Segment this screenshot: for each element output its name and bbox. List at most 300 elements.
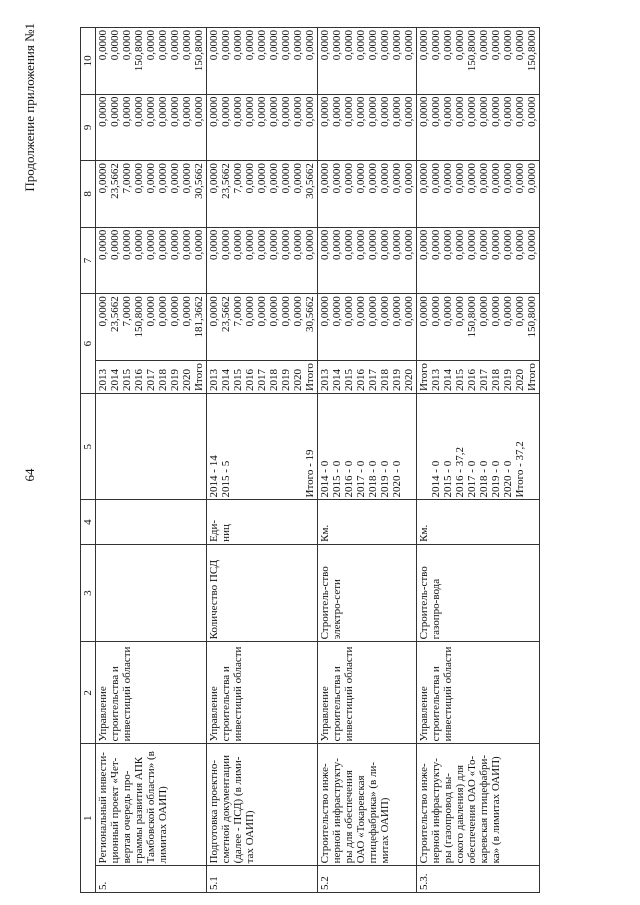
target-values-item: 2014 - 0	[319, 460, 331, 498]
local-funding-item: 0,0000	[454, 96, 466, 127]
total-funding-item: 0,0000	[442, 296, 454, 327]
total-funding-item: 0,0000	[331, 296, 343, 327]
target-values-item: 2015 - 0	[442, 460, 454, 498]
local-funding-item: 0,0000	[169, 96, 181, 127]
regional-funding-item: 0,0000	[244, 163, 256, 194]
years-list-item: Итого	[304, 363, 316, 392]
local-funding-item: 0,0000	[232, 96, 244, 127]
total-funding-item: 0,0000	[430, 296, 442, 327]
other-funding-item: 150,8000	[193, 30, 205, 72]
regional-funding-item: 0,0000	[430, 163, 442, 194]
other-funding-item: 0,0000	[304, 30, 316, 61]
federal-funding-item: 0,0000	[418, 229, 430, 260]
total-funding-item: 0,0000	[244, 296, 256, 327]
other-funding-item: 0,0000	[208, 30, 220, 61]
local-funding-item: 0,0000	[526, 96, 538, 127]
federal-funding-item: 0,0000	[466, 229, 478, 260]
local-funding-item: 0,0000	[244, 96, 256, 127]
total-funding-item: 0,0000	[343, 296, 355, 327]
executor: Управление строительства и инвестиций области	[318, 642, 417, 744]
other-funding	[318, 28, 417, 95]
total-funding-item: 0,0000	[454, 296, 466, 327]
local-funding-item: 0,0000	[442, 96, 454, 127]
total-funding-item: 0,0000	[379, 296, 391, 327]
total-funding-item: 7,0000	[232, 296, 244, 327]
local-funding-item: 0,0000	[502, 96, 514, 127]
local-funding-item: 0,0000	[403, 96, 415, 127]
column-header-2: 2	[81, 642, 96, 744]
total-funding-item: 7,0000	[121, 296, 133, 327]
program-table	[80, 27, 540, 893]
unit	[96, 500, 207, 544]
target-values-item	[292, 396, 304, 497]
other-funding-item: 0,0000	[292, 30, 304, 61]
years-list-item: 2019	[391, 369, 403, 392]
regional-funding-item: 7,0000	[232, 163, 244, 194]
target-values-item: 2018 - 0	[478, 460, 490, 498]
regional-funding-item: 0,0000	[97, 163, 109, 194]
column-header-7: 7	[81, 227, 96, 294]
target-values-item: 2020 - 0	[502, 460, 514, 498]
row-number: 5.1	[207, 866, 318, 893]
measure-name: Подготовка проектно-сметной документации (далее - ПСД) (в лими-тах ОАИП)	[207, 744, 318, 866]
other-funding-item: 0,0000	[403, 30, 415, 61]
federal-funding-item: 0,0000	[319, 229, 331, 260]
regional-funding-item: 0,0000	[169, 163, 181, 194]
regional-funding-item: 0,0000	[157, 163, 169, 194]
other-funding-item: 0,0000	[331, 30, 343, 61]
years-list-item: 2020	[403, 369, 415, 392]
other-funding-item: 0,0000	[478, 30, 490, 61]
years-list-item: 2016	[244, 369, 256, 392]
column-header-3: 3	[81, 544, 96, 642]
regional-funding-item: 0,0000	[133, 163, 145, 194]
measure-name: Строительство инже-нерной инфраструкту-ры (газопровод вы-сокого давления) для обеспечения ОАО «То-каревская птицефабри-ка» (в лимитах ОАИП)	[417, 744, 540, 866]
local-funding-item: 0,0000	[304, 96, 316, 127]
regional-funding-item: 0,0000	[280, 163, 292, 194]
local-funding-item: 0,0000	[145, 96, 157, 127]
total-funding-item: 0,0000	[181, 296, 193, 327]
other-funding-item: 0,0000	[157, 30, 169, 61]
regional-funding-item: 0,0000	[268, 163, 280, 194]
indicator: Строитель-ство газопро-вода	[417, 544, 540, 642]
other-funding-item: 0,0000	[343, 30, 355, 61]
federal-funding-item: 0,0000	[157, 229, 169, 260]
indicator: Количество ПСД	[207, 544, 318, 642]
total-funding	[417, 294, 540, 361]
other-funding-item: 0,0000	[502, 30, 514, 61]
regional-funding-item: 0,0000	[256, 163, 268, 194]
target-values-item: 2017 - 0	[355, 460, 367, 498]
federal-funding-item: 0,0000	[403, 229, 415, 260]
row-number: 5.3.	[417, 866, 540, 893]
years-list-item: 2019	[169, 369, 181, 392]
regional-funding-item: 0,0000	[490, 163, 502, 194]
other-funding-item: 0,0000	[367, 30, 379, 61]
executor: Управление строительства и инвестиций области	[207, 642, 318, 744]
other-funding-item: 0,0000	[430, 30, 442, 61]
years-list-item: 2014	[220, 369, 232, 392]
total-funding-item: 0,0000	[145, 296, 157, 327]
years-list-item: 2015	[121, 369, 133, 392]
local-funding	[96, 94, 207, 161]
federal-funding	[417, 227, 540, 294]
total-funding-item: 150,8000	[466, 296, 478, 338]
target-values	[207, 394, 318, 500]
other-funding-item: 0,0000	[97, 30, 109, 61]
total-funding-item: 0,0000	[478, 296, 490, 327]
local-funding-item: 0,0000	[157, 96, 169, 127]
years-list-item: 2015	[232, 369, 244, 392]
local-funding-item: 0,0000	[379, 96, 391, 127]
regional-funding	[318, 161, 417, 228]
local-funding-item: 0,0000	[355, 96, 367, 127]
local-funding-item: 0,0000	[367, 96, 379, 127]
local-funding-item: 0,0000	[331, 96, 343, 127]
total-funding-item: 150,8000	[133, 296, 145, 338]
federal-funding-item: 0,0000	[304, 229, 316, 260]
regional-funding-item: 0,0000	[292, 163, 304, 194]
federal-funding-item: 0,0000	[244, 229, 256, 260]
target-values-item: 2014 - 14	[208, 455, 220, 498]
regional-funding	[207, 161, 318, 228]
federal-funding-item: 0,0000	[193, 229, 205, 260]
federal-funding-item: 0,0000	[292, 229, 304, 260]
federal-funding-item: 0,0000	[256, 229, 268, 260]
years-list-item: Итого	[193, 363, 205, 392]
total-funding	[318, 294, 417, 361]
local-funding-item: 0,0000	[292, 96, 304, 127]
regional-funding-item: 0,0000	[145, 163, 157, 194]
federal-funding-item: 0,0000	[133, 229, 145, 260]
years-list	[318, 360, 417, 393]
other-funding-item: 0,0000	[391, 30, 403, 61]
measure-name: Региональный инвести-ционный проект «Чет-вертая очередь про-граммы развития АПК Тамбовской области» (в лимитах ОАИП)	[96, 744, 207, 866]
total-funding-item: 150,8000	[526, 296, 538, 338]
regional-funding-item: 0,0000	[514, 163, 526, 194]
regional-funding-item: 0,0000	[454, 163, 466, 194]
other-funding-item: 0,0000	[454, 30, 466, 61]
federal-funding-item: 0,0000	[502, 229, 514, 260]
target-values	[96, 394, 207, 500]
regional-funding-item: 0,0000	[331, 163, 343, 194]
total-funding-item: 0,0000	[256, 296, 268, 327]
target-values-item	[418, 396, 430, 497]
regional-funding-item: 0,0000	[391, 163, 403, 194]
local-funding-item: 0,0000	[220, 96, 232, 127]
federal-funding	[96, 227, 207, 294]
other-funding-item: 0,0000	[109, 30, 121, 61]
federal-funding-item: 0,0000	[169, 229, 181, 260]
local-funding-item: 0,0000	[466, 96, 478, 127]
total-funding-item: 0,0000	[418, 296, 430, 327]
federal-funding-item: 0,0000	[379, 229, 391, 260]
target-values-item: 2017 - 0	[466, 460, 478, 498]
federal-funding-item: 0,0000	[430, 229, 442, 260]
column-header-8: 8	[81, 161, 96, 228]
federal-funding-item: 0,0000	[490, 229, 502, 260]
row-number: 5.2	[318, 866, 417, 893]
other-funding-item: 150,8000	[526, 30, 538, 72]
other-funding-item: 0,0000	[220, 30, 232, 61]
local-funding-item: 0,0000	[121, 96, 133, 127]
unit: Км.	[417, 500, 540, 544]
federal-funding-item: 0,0000	[268, 229, 280, 260]
years-list	[417, 360, 540, 393]
indicator: Строитель-ство электро-сети	[318, 544, 417, 642]
target-values-item: 2018 - 0	[367, 460, 379, 498]
local-funding-item: 0,0000	[430, 96, 442, 127]
table-row	[417, 28, 540, 893]
years-list-item: 2016	[466, 369, 478, 392]
target-values-item	[268, 396, 280, 497]
continuation-header: Продолжение приложения №1	[22, 23, 37, 192]
local-funding	[417, 94, 540, 161]
total-funding-item: 0,0000	[355, 296, 367, 327]
regional-funding-item: 0,0000	[319, 163, 331, 194]
total-funding-item: 0,0000	[502, 296, 514, 327]
indicator	[96, 544, 207, 642]
column-header-5: 5	[81, 394, 96, 500]
years-list-item: 2020	[181, 369, 193, 392]
column-number-row	[81, 28, 96, 893]
regional-funding-item: 0,0000	[526, 163, 538, 194]
measure-name: Строительство инже-нерной инфраструкту-ры для обеспечения ОАО «Токаревская птицефабрика» (в ли-митах ОАИП)	[318, 744, 417, 866]
years-list-item: Итого	[418, 363, 430, 392]
regional-funding-item: 30,5662	[193, 163, 205, 199]
column-header-9: 9	[81, 94, 96, 161]
other-funding	[96, 28, 207, 95]
column-header-6: 6	[81, 294, 96, 394]
total-funding-item: 0,0000	[292, 296, 304, 327]
executor: Управление строительства и инвестиций области	[417, 642, 540, 744]
other-funding-item: 0,0000	[319, 30, 331, 61]
table-row	[318, 28, 417, 893]
years-list-item: 2020	[514, 369, 526, 392]
target-values	[417, 394, 540, 500]
years-list	[96, 360, 207, 393]
years-list-item: 2013	[97, 369, 109, 392]
total-funding-item: 0,0000	[169, 296, 181, 327]
column-header-10: 10	[81, 28, 96, 95]
local-funding-item: 0,0000	[391, 96, 403, 127]
local-funding	[207, 94, 318, 161]
target-values-item: 2014 - 0	[430, 460, 442, 498]
federal-funding-item: 0,0000	[97, 229, 109, 260]
other-funding-item: 150,8000	[133, 30, 145, 72]
target-values-item: 2016 - 0	[343, 460, 355, 498]
regional-funding-item: 0,0000	[502, 163, 514, 194]
local-funding-item: 0,0000	[280, 96, 292, 127]
local-funding-item: 0,0000	[193, 96, 205, 127]
regional-funding	[96, 161, 207, 228]
federal-funding-item: 0,0000	[145, 229, 157, 260]
target-values-item: 2020 - 0	[391, 460, 403, 498]
target-values-item: 2019 - 0	[490, 460, 502, 498]
federal-funding-item: 0,0000	[343, 229, 355, 260]
target-values-item: 2015 - 5	[220, 460, 232, 498]
other-funding-item: 0,0000	[256, 30, 268, 61]
regional-funding	[417, 161, 540, 228]
other-funding-item: 150,8000	[466, 30, 478, 72]
regional-funding-item: 0,0000	[442, 163, 454, 194]
total-funding-item: 23,5662	[220, 296, 232, 332]
years-list-item: 2018	[157, 369, 169, 392]
local-funding-item: 0,0000	[109, 96, 121, 127]
years-list-item: 2016	[355, 369, 367, 392]
total-funding-item: 23,5662	[109, 296, 121, 332]
other-funding-item: 0,0000	[181, 30, 193, 61]
regional-funding-item: 0,0000	[208, 163, 220, 194]
regional-funding-item: 0,0000	[466, 163, 478, 194]
total-funding-item: 0,0000	[157, 296, 169, 327]
years-list-item: 2014	[109, 369, 121, 392]
years-list-item: 2018	[268, 369, 280, 392]
target-values-item	[232, 396, 244, 497]
local-funding-item: 0,0000	[478, 96, 490, 127]
target-values-item	[256, 396, 268, 497]
local-funding-item: 0,0000	[418, 96, 430, 127]
other-funding-item: 0,0000	[418, 30, 430, 61]
local-funding-item: 0,0000	[181, 96, 193, 127]
years-list-item: 2017	[256, 369, 268, 392]
years-list-item: 2014	[442, 369, 454, 392]
target-values-item: 2015 - 0	[331, 460, 343, 498]
total-funding	[96, 294, 207, 361]
total-funding-item: 0,0000	[391, 296, 403, 327]
table-row	[207, 28, 318, 893]
row-number: 5.	[96, 866, 207, 893]
years-list-item: 2013	[208, 369, 220, 392]
federal-funding-item: 0,0000	[208, 229, 220, 260]
federal-funding-item: 0,0000	[442, 229, 454, 260]
other-funding-item: 0,0000	[514, 30, 526, 61]
other-funding-item: 0,0000	[268, 30, 280, 61]
federal-funding-item: 0,0000	[220, 229, 232, 260]
other-funding-item: 0,0000	[121, 30, 133, 61]
federal-funding-item: 0,0000	[280, 229, 292, 260]
total-funding-item: 181,3662	[193, 296, 205, 338]
other-funding	[417, 28, 540, 95]
federal-funding-item: 0,0000	[232, 229, 244, 260]
years-list-item: 2014	[331, 369, 343, 392]
target-values-item: 2016 - 37,2	[454, 447, 466, 498]
other-funding-item: 0,0000	[232, 30, 244, 61]
federal-funding-item: 0,0000	[331, 229, 343, 260]
federal-funding-item: 0,0000	[514, 229, 526, 260]
years-list-item: 2013	[319, 369, 331, 392]
other-funding-item: 0,0000	[379, 30, 391, 61]
years-list-item: 2020	[292, 369, 304, 392]
years-list-item: Итого	[526, 363, 538, 392]
local-funding-item: 0,0000	[208, 96, 220, 127]
federal-funding-item: 0,0000	[121, 229, 133, 260]
regional-funding-item: 30,5662	[304, 163, 316, 199]
page-number: 64	[22, 468, 37, 482]
regional-funding-item: 0,0000	[355, 163, 367, 194]
other-funding	[207, 28, 318, 95]
years-list-item: 2017	[367, 369, 379, 392]
regional-funding-item: 23,5662	[220, 163, 232, 199]
regional-funding-item: 0,0000	[478, 163, 490, 194]
total-funding-item: 0,0000	[319, 296, 331, 327]
target-values-item: Итого - 37,2	[514, 441, 526, 498]
years-list	[207, 360, 318, 393]
unit: Еди-ниц	[207, 500, 318, 544]
years-list-item: 2019	[280, 369, 292, 392]
total-funding-item: 0,0000	[490, 296, 502, 327]
target-values	[318, 394, 417, 500]
federal-funding-item: 0,0000	[478, 229, 490, 260]
regional-funding-item: 0,0000	[367, 163, 379, 194]
years-list-item: 2013	[430, 369, 442, 392]
regional-funding-item: 0,0000	[343, 163, 355, 194]
federal-funding-item: 0,0000	[454, 229, 466, 260]
total-funding-item: 0,0000	[268, 296, 280, 327]
regional-funding-item: 0,0000	[403, 163, 415, 194]
local-funding-item: 0,0000	[133, 96, 145, 127]
local-funding-item: 0,0000	[514, 96, 526, 127]
federal-funding-item: 0,0000	[526, 229, 538, 260]
target-values-item: Итого - 19	[304, 449, 316, 498]
regional-funding-item: 7,0000	[121, 163, 133, 194]
other-funding-item: 0,0000	[442, 30, 454, 61]
local-funding-item: 0,0000	[97, 96, 109, 127]
federal-funding-item: 0,0000	[367, 229, 379, 260]
target-values-item	[244, 396, 256, 497]
federal-funding	[207, 227, 318, 294]
years-list-item: 2018	[490, 369, 502, 392]
column-header-4: 4	[81, 500, 96, 544]
local-funding-item: 0,0000	[319, 96, 331, 127]
column-header-1: 1	[81, 744, 96, 893]
total-funding-item: 30,5662	[304, 296, 316, 332]
local-funding-item: 0,0000	[268, 96, 280, 127]
total-funding	[207, 294, 318, 361]
other-funding-item: 0,0000	[145, 30, 157, 61]
total-funding-item: 0,0000	[403, 296, 415, 327]
regional-funding-item: 0,0000	[181, 163, 193, 194]
local-funding	[318, 94, 417, 161]
years-list-item: 2017	[478, 369, 490, 392]
years-list-item: 2019	[502, 369, 514, 392]
other-funding-item: 0,0000	[280, 30, 292, 61]
years-list-item: 2015	[454, 369, 466, 392]
total-funding-item: 0,0000	[97, 296, 109, 327]
other-funding-item: 0,0000	[490, 30, 502, 61]
target-values-item	[403, 396, 415, 497]
federal-funding-item: 0,0000	[391, 229, 403, 260]
total-funding-item: 0,0000	[280, 296, 292, 327]
years-list-item: 2018	[379, 369, 391, 392]
years-list-item: 2016	[133, 369, 145, 392]
other-funding-item: 0,0000	[169, 30, 181, 61]
target-values-item: 2019 - 0	[379, 460, 391, 498]
other-funding-item: 0,0000	[355, 30, 367, 61]
years-list-item: 2015	[343, 369, 355, 392]
federal-funding-item: 0,0000	[181, 229, 193, 260]
executor: Управление строительства и инвестиций области	[96, 642, 207, 744]
local-funding-item: 0,0000	[343, 96, 355, 127]
regional-funding-item: 0,0000	[379, 163, 391, 194]
years-list-item: 2017	[145, 369, 157, 392]
regional-funding-item: 0,0000	[418, 163, 430, 194]
target-values-item	[280, 396, 292, 497]
federal-funding	[318, 227, 417, 294]
unit: Км.	[318, 500, 417, 544]
regional-funding-item: 23,5662	[109, 163, 121, 199]
federal-funding-item: 0,0000	[355, 229, 367, 260]
